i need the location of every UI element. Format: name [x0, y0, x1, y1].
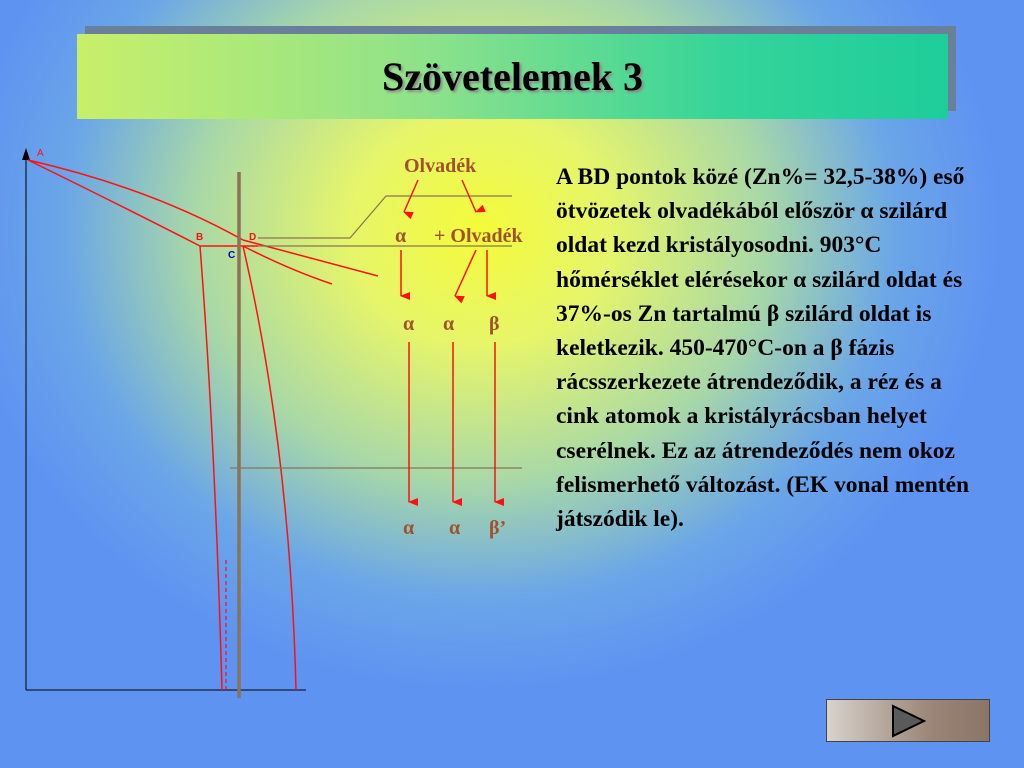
page-title: Szövetelemek 3: [381, 54, 643, 99]
alpha-label-row3-2: α: [449, 517, 461, 539]
solidus-curve: [28, 160, 200, 246]
alpha-label-row2-1: α: [403, 313, 415, 335]
beta-prime-label-row3: β’: [489, 517, 507, 539]
alpha-label-row2-2: α: [443, 313, 455, 335]
next-slide-button[interactable]: [826, 699, 990, 742]
point-label-b: B: [196, 232, 204, 243]
point-label-c: C: [228, 250, 236, 261]
play-icon: [888, 704, 928, 738]
plus-olvadek-label: + Olvadék: [434, 225, 523, 247]
liquidus-curve: [28, 160, 243, 240]
arrow-olvadek-to-alpha-2: [455, 250, 476, 296]
alpha-label-row1: α: [395, 225, 407, 247]
point-label-a: A: [37, 148, 44, 159]
alpha-solvus-curve: [200, 246, 222, 690]
beta-label-row2: β: [489, 313, 500, 335]
description-text: A BD pontok közé (Zn%= 32,5-38%) eső ötvözetek olvadékából először α szilárd oldat kezd kristályosodni. 903°C hőmérséklet elérésekor α szilárd oldat és 37%-os Zn tartalmú β szilárd oldat is keletkezik. 450-470°C-on a β fázis rácsszerkezete átrendeződik, a réz és a cink atomok a kristályrácsban helyet cserélnek. Ez az átrendeződés nem okoz felismerhető változást. (EK vonal mentén játszódik le).: [556, 164, 970, 533]
alpha-label-row3-1: α: [403, 517, 415, 539]
y-axis-arrowhead: [22, 148, 30, 160]
point-label-d: D: [249, 232, 257, 243]
olvadek-label: Olvadék: [404, 155, 477, 177]
